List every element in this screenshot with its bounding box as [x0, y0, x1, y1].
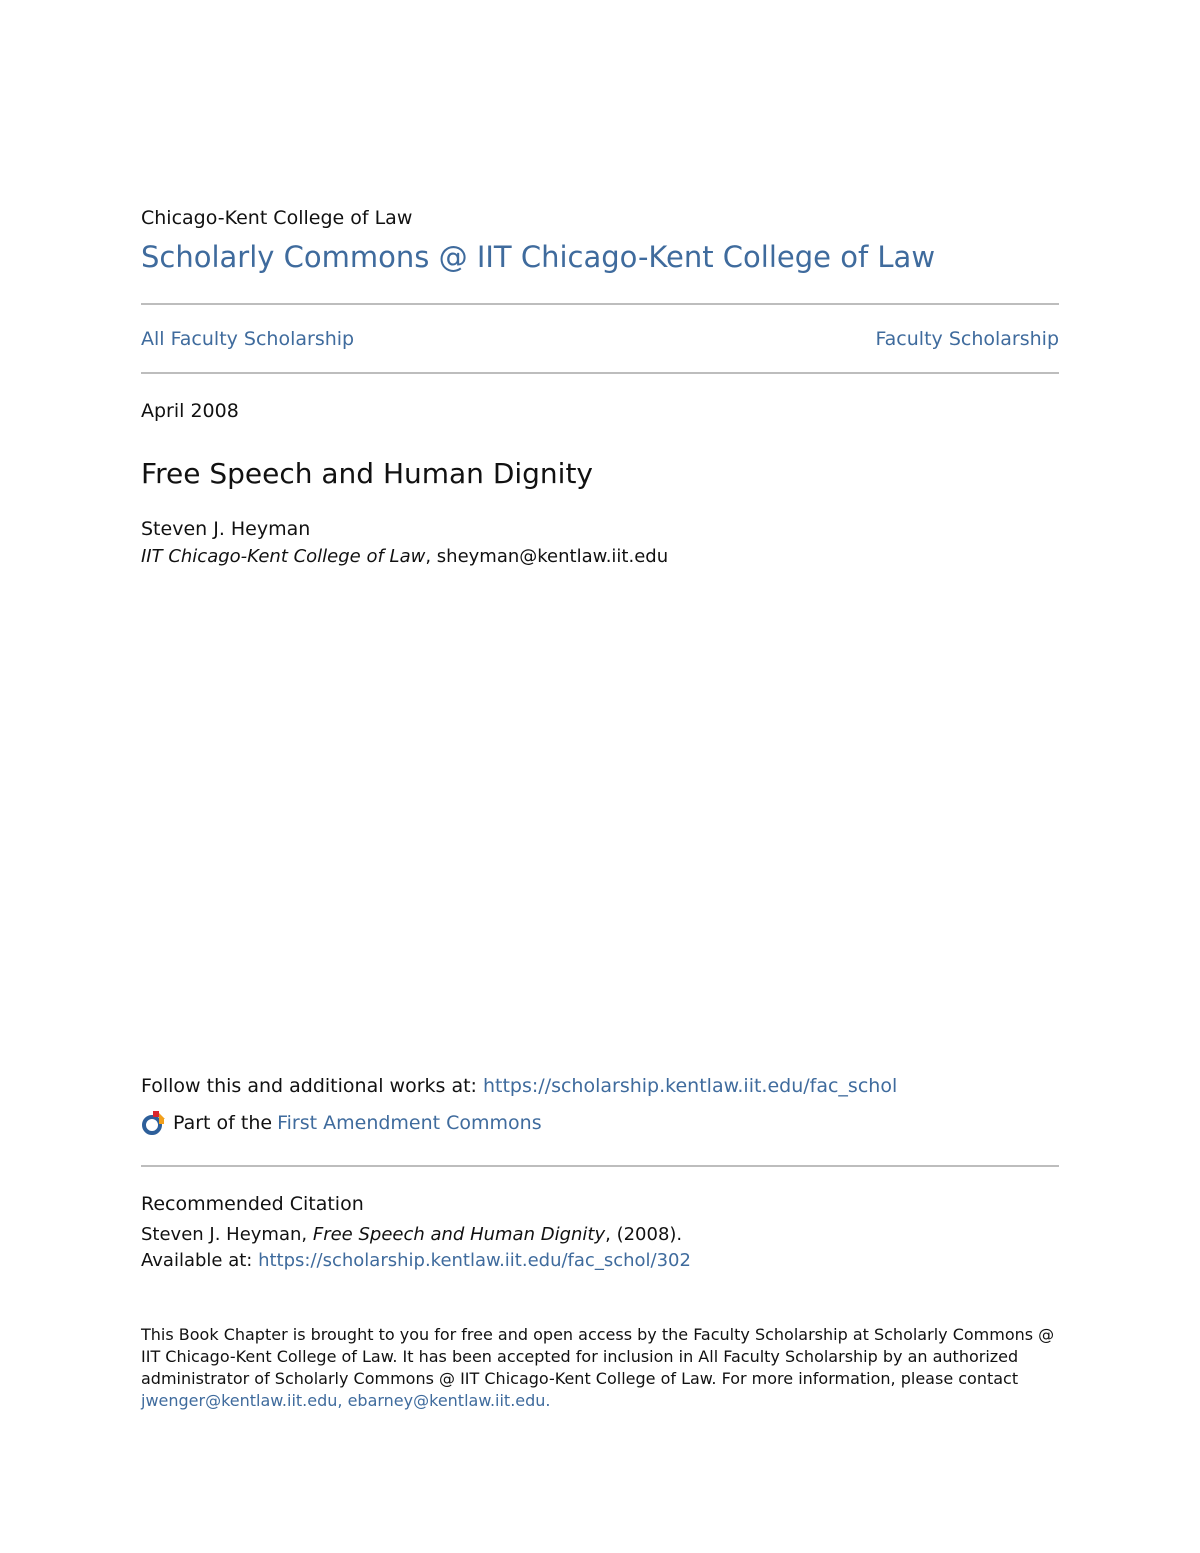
repository-link[interactable]: Scholarly Commons @ IIT Chicago-Kent College of Law [141, 240, 936, 274]
citation-suffix: , (2008). [605, 1224, 683, 1245]
breadcrumb-all-faculty-scholarship[interactable]: All Faculty Scholarship [141, 328, 355, 350]
affiliation-separator: , [425, 546, 437, 567]
available-prefix: Available at: [141, 1250, 259, 1271]
first-amendment-commons-link[interactable]: First Amendment Commons [277, 1112, 542, 1134]
network-commons-icon [141, 1110, 167, 1136]
part-of-line [141, 1110, 542, 1136]
citation-availability [141, 1250, 691, 1271]
citation-author: Steven J. Heyman, [141, 1224, 313, 1245]
author-affiliation [141, 546, 668, 567]
publication-date: April 2008 [141, 400, 239, 422]
citation-heading: Recommended Citation [141, 1193, 364, 1215]
author-email: sheyman@kentlaw.iit.edu [436, 546, 669, 567]
contact-emails-link[interactable]: jwenger@kentlaw.iit.edu, ebarney@kentlaw.iit.edu. [141, 1391, 551, 1410]
breadcrumb-faculty-scholarship[interactable]: Faculty Scholarship [875, 328, 1059, 350]
institution-name: Chicago-Kent College of Law [141, 207, 413, 229]
divider-citation [141, 1165, 1059, 1167]
document-title: Free Speech and Human Dignity [141, 457, 594, 490]
citation-url-link[interactable]: https://scholarship.kentlaw.iit.edu/fac_schol/302 [258, 1250, 691, 1271]
citation-text [141, 1224, 682, 1245]
access-notice [141, 1324, 1059, 1412]
citation-title: Free Speech and Human Dignity [312, 1224, 606, 1245]
author-name: Steven J. Heyman [141, 518, 311, 540]
divider-breadcrumb [141, 372, 1059, 374]
divider-top [141, 303, 1059, 305]
follow-prefix: Follow this and additional works at: [141, 1075, 483, 1097]
follow-url-link[interactable]: https://scholarship.kentlaw.iit.edu/fac_schol [482, 1075, 898, 1097]
affiliation-institution: IIT Chicago-Kent College of Law [141, 546, 426, 567]
notice-text: This Book Chapter is brought to you for free and open access by the Faculty Scholarship at Scholarly Commons @ IIT Chicago-Kent College of Law. It has been accepted for inclusion in All Faculty Scholarship by an authorized administrator of Scholarly Commons @ IIT Chicago-Kent College of Law. For more information, please contact [141, 1325, 1055, 1388]
part-of-prefix: Part of the [173, 1112, 273, 1134]
follow-line [141, 1075, 897, 1097]
